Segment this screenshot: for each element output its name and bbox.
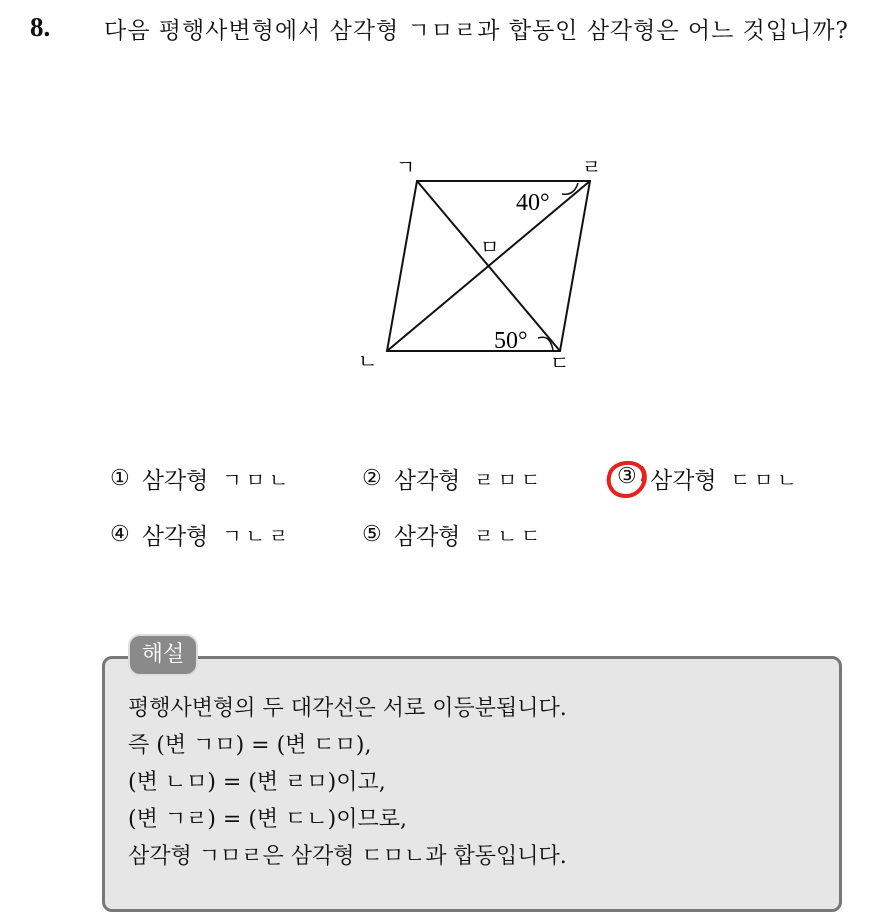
choice-letters: ㄹㄴㄷ bbox=[474, 524, 545, 548]
explanation-line: 즉 (변 ㄱㅁ) = (변 ㄷㅁ), bbox=[128, 733, 372, 758]
vertex-label-bottom-right: ㄷ bbox=[550, 351, 570, 375]
choice-number: ⑤ bbox=[362, 522, 382, 547]
choice-number: ④ bbox=[110, 522, 130, 547]
choice-3[interactable] bbox=[612, 462, 801, 495]
choice-letters: ㄹㅁㄷ bbox=[474, 468, 545, 492]
explanation-line: 평행사변형의 두 대각선은 서로 이등분됩니다. bbox=[128, 696, 567, 721]
choice-number: ② bbox=[362, 466, 382, 491]
explanation-text bbox=[128, 690, 828, 875]
choice-letters: ㄷㅁㄴ bbox=[730, 468, 801, 492]
choice-1[interactable] bbox=[110, 462, 292, 495]
selected-answer-mark bbox=[612, 464, 642, 494]
angle-label-bottom-right: 50° bbox=[494, 328, 528, 354]
choice-5[interactable] bbox=[362, 518, 544, 551]
vertex-label-top-right: ㄹ bbox=[582, 155, 602, 179]
vertex-label-top-left: ㄱ bbox=[396, 155, 416, 179]
diagonal-bd bbox=[387, 181, 590, 351]
choice-number: ③ bbox=[617, 463, 637, 489]
parallelogram-figure bbox=[340, 150, 630, 380]
choice-label: 삼각형 bbox=[141, 468, 209, 494]
question-text: 다음 평행사변형에서 삼각형 ㄱㅁㄹ과 합동인 삼각형은 어느 것입니까? bbox=[104, 18, 849, 44]
choice-label: 삼각형 bbox=[650, 468, 717, 494]
choice-number: ① bbox=[110, 466, 130, 491]
choice-letters: ㄱㅁㄴ bbox=[222, 468, 293, 492]
choice-label: 삼각형 bbox=[393, 468, 461, 494]
choice-label: 삼각형 bbox=[141, 524, 209, 550]
choice-2[interactable] bbox=[362, 462, 544, 495]
explanation-line: (변 ㄱㄹ) = (변 ㄷㄴ)이므로, bbox=[128, 807, 408, 832]
explanation-tab: 해설 bbox=[128, 634, 198, 676]
explanation-line: (변 ㄴㅁ) = (변 ㄹㅁ)이고, bbox=[128, 770, 386, 795]
choice-letters: ㄱㄴㄹ bbox=[222, 524, 293, 548]
angle-label-top-right: 40° bbox=[516, 190, 550, 216]
choice-label: 삼각형 bbox=[393, 524, 461, 550]
explanation-line: 삼각형 ㄱㅁㄹ은 삼각형 ㄷㅁㄴ과 합동입니다. bbox=[128, 844, 567, 869]
choice-4[interactable] bbox=[110, 518, 292, 551]
vertex-label-bottom-left: ㄴ bbox=[358, 349, 378, 373]
question-number: 8. bbox=[30, 12, 51, 42]
vertex-label-center: ㅁ bbox=[480, 235, 500, 259]
